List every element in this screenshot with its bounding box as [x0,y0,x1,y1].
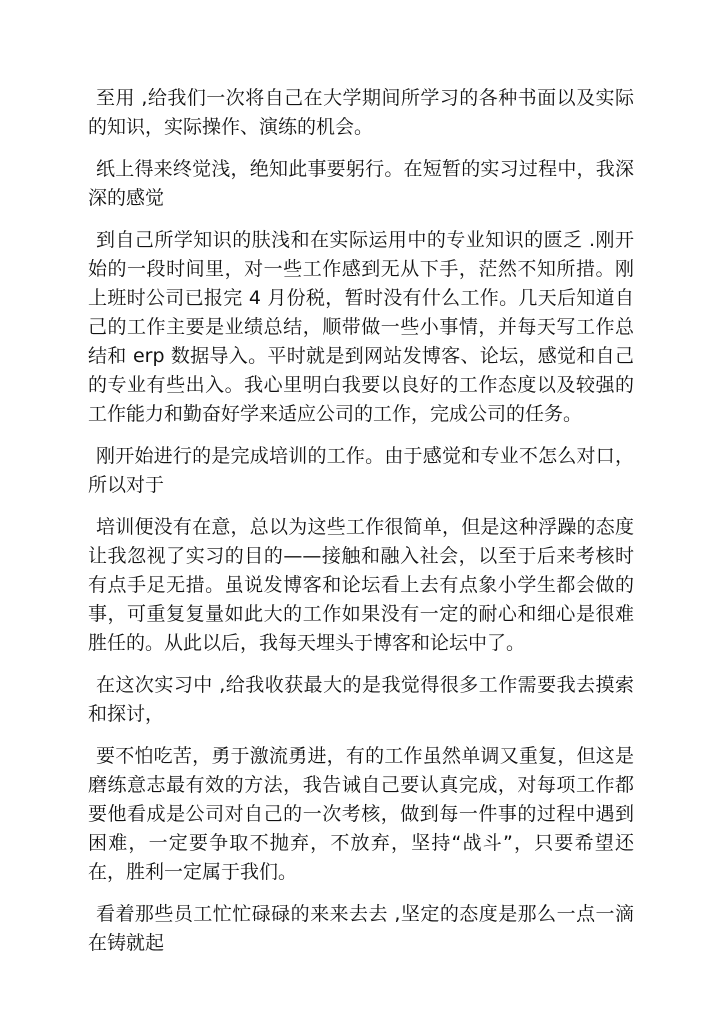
paragraph-5: 培训便没有在意，总以为这些工作很简单，但是这种浮躁的态度让我忽视了实习的目的——接触和融入社会，以至于后来考核时有点手足无措。虽说发博客和论坛看上去有点象小学生都会做的事，可重复复量如此大的工作如果没有一定的耐心和细心是很难胜任的。从此以后，我每天埋头于博客和论坛中了。 [88,516,634,654]
paragraph-3: 到自己所学知识的肤浅和在实际运用中的专业知识的匮乏 .刚开始的一段时间里，对一些工作感到无从下手，茫然不知所措。刚上班时公司已报完 4 月份税，暂时没有什么工作。几天后知道自己的工作主要是业绩总结，顺带做一些小事情，并每天写工作总结和 erp 数据导入。平时就是到网站发博客、论坛，感觉和自己的专业有些出入。我心里明白我要以良好的工作态度以及较强的工作能力和勤奋好学来适应公司的工作，完成公司的任务。 [88,229,634,425]
paragraph-1: 至用 ,给我们一次将自己在大学期间所学习的各种书面以及实际的知识，实际操作、演练的机会。 [88,87,634,138]
paragraph-4: 刚开始进行的是完成培训的工作。由于感觉和专业不怎么对口，所以对于 [88,445,634,496]
document-body [88,84,634,971]
paragraph-6: 在这次实习中 ,给我收获最大的是我觉得很多工作需要我去摸索和探讨， [88,674,634,725]
paragraph-2: 纸上得来终觉浅，绝知此事要躬行。在短暂的实习过程中，我深深的感觉 [88,158,634,209]
paragraph-7: 要不怕吃苦，勇于激流勇进，有的工作虽然单调又重复，但这是磨练意志最有效的方法，我告诫自己要认真完成，对每项工作都要他看成是公司对自己的一次考核，做到每一件事的过程中遇到困难，一定要争取不抛弃，不放弃，坚持“战斗”，只要希望还在，胜利一定属于我们。 [88,745,634,883]
paragraph-8: 看着那些员工忙忙碌碌的来来去去 ,坚定的态度是那么一点一滴在铸就起 [88,903,634,954]
